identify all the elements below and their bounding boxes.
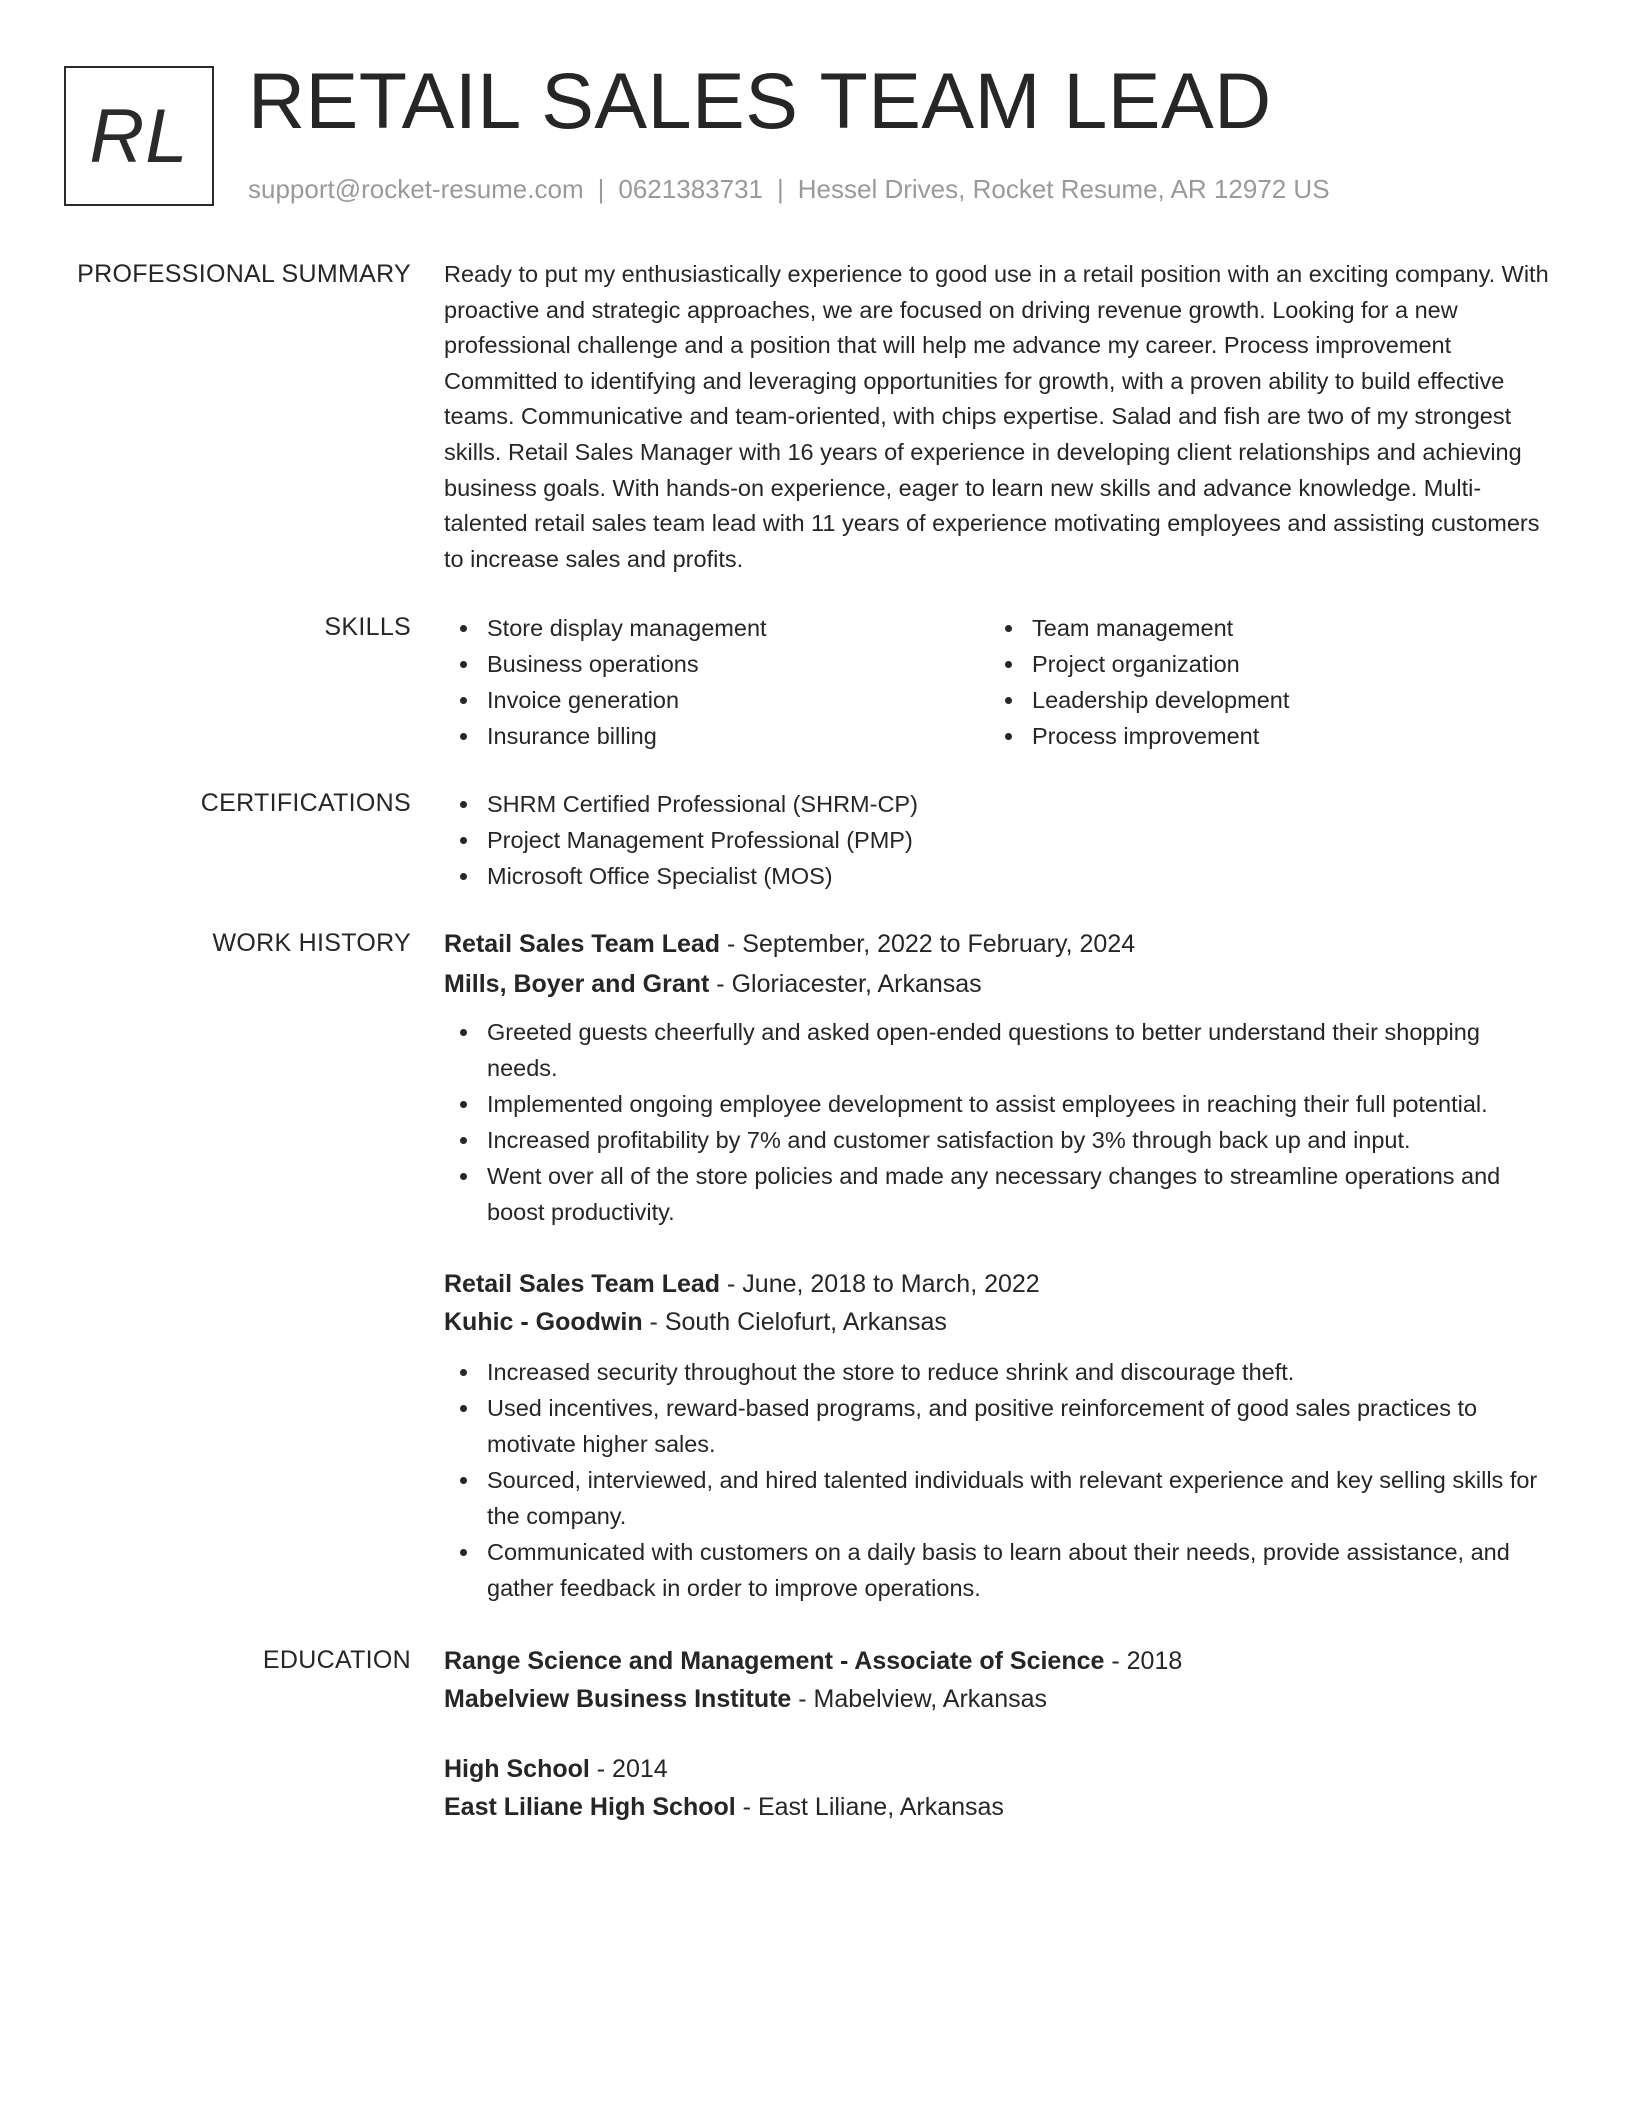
certifications-list (444, 786, 1556, 894)
education-degree: Range Science and Management - Associate of Science (444, 1647, 1105, 1675)
job-company: Mills, Boyer and Grant (444, 970, 710, 998)
skill-item: Business operations (444, 646, 989, 682)
job-bullet: Greeted guests cheerfully and asked open-ended questions to better understand their shopping needs. (444, 1014, 1556, 1086)
section-label-certifications: CERTIFICATIONS (200, 789, 411, 817)
skill-item: Store display management (444, 610, 989, 646)
skill-item: Team management (989, 610, 1534, 646)
education-location: - East Liliane, Arkansas (742, 1793, 1004, 1821)
job-entry (444, 926, 1556, 1230)
job-bullet: Went over all of the store policies and made any necessary changes to streamline operations and boost productivity. (444, 1158, 1556, 1230)
job-bullet: Used incentives, reward-based programs, and positive reinforcement of good sales practices to motivate higher sales. (444, 1390, 1556, 1462)
education-entry (444, 1643, 1556, 1717)
job-location: - South Cielofurt, Arkansas (649, 1308, 947, 1336)
job-title: Retail Sales Team Lead (444, 930, 721, 958)
skill-item: Insurance billing (444, 718, 989, 754)
contact-line (248, 172, 1330, 206)
skills-list-left (444, 610, 989, 754)
job-bullet: Communicated with customers on a daily basis to learn about their needs, provide assistance, and gather feedback in order to improve operations. (444, 1534, 1556, 1606)
monogram-text: RL (89, 93, 189, 179)
contact-email: support@rocket-resume.com (248, 174, 584, 204)
job-title-line (444, 926, 1556, 962)
job-bullet: Implemented ongoing employee development to assist employees in reaching their full potential. (444, 1086, 1556, 1122)
job-company-line (444, 966, 1556, 1002)
education-school: East Liliane High School (444, 1793, 736, 1821)
job-title: Retail Sales Team Lead (444, 1270, 721, 1298)
education-degree: High School (444, 1755, 590, 1783)
education-school-line (444, 1789, 1556, 1825)
skill-item: Project organization (989, 646, 1534, 682)
certification-item: Project Management Professional (PMP) (444, 822, 1556, 858)
section-label-education: EDUCATION (262, 1646, 411, 1674)
skill-item: Leadership development (989, 682, 1534, 718)
job-company: Kuhic - Goodwin (444, 1308, 643, 1336)
section-label-work: WORK HISTORY (212, 929, 411, 957)
education-year: - 2018 (1111, 1647, 1183, 1675)
education-degree-line (444, 1751, 1556, 1787)
resume-title: RETAIL SALES TEAM LEAD (248, 56, 1272, 145)
job-bullets (444, 1014, 1556, 1230)
education-school: Mabelview Business Institute (444, 1685, 792, 1713)
job-title-line (444, 1266, 1556, 1302)
section-label-summary: PROFESSIONAL SUMMARY (77, 260, 411, 288)
certification-item: Microsoft Office Specialist (MOS) (444, 858, 1556, 894)
education-year: - 2014 (596, 1755, 668, 1783)
contact-separator: | (597, 174, 605, 204)
certification-item: SHRM Certified Professional (SHRM-CP) (444, 786, 1556, 822)
job-entry (444, 1266, 1556, 1606)
job-bullets (444, 1354, 1556, 1606)
job-location: - Gloriacester, Arkansas (716, 970, 982, 998)
skill-item: Invoice generation (444, 682, 989, 718)
monogram-logo (64, 66, 214, 206)
job-company-line (444, 1304, 1556, 1340)
skills-list-right (989, 610, 1534, 754)
contact-address: Hessel Drives, Rocket Resume, AR 12972 US (797, 174, 1330, 204)
job-dates: - September, 2022 to February, 2024 (727, 930, 1136, 958)
section-label-skills: SKILLS (324, 613, 411, 641)
job-bullet: Increased security throughout the store to reduce shrink and discourage theft. (444, 1354, 1556, 1390)
education-school-line (444, 1681, 1556, 1717)
contact-phone: 0621383731 (618, 174, 763, 204)
education-location: - Mabelview, Arkansas (798, 1685, 1047, 1713)
job-bullet: Sourced, interviewed, and hired talented individuals with relevant experience and key selling skills for the company. (444, 1462, 1556, 1534)
contact-separator: | (777, 174, 784, 204)
skill-item: Process improvement (989, 718, 1534, 754)
education-degree-line (444, 1643, 1556, 1679)
job-dates: - June, 2018 to March, 2022 (727, 1270, 1040, 1298)
job-bullet: Increased profitability by 7% and customer satisfaction by 3% through back up and input. (444, 1122, 1556, 1158)
education-entry (444, 1751, 1556, 1825)
summary-text: Ready to put my enthusiastically experience to good use in a retail position with an exciting company. With proactive and strategic approaches, we are focused on driving revenue growth. Looking for a new professional challenge and a position that will help me advance my career. Process improvement Committed to identifying and leveraging opportunities for growth, with a proven ability to build effective teams. Communicative and team-oriented, with chips expertise. Salad and fish are two of my strongest skills. Retail Sales Manager with 16 years of experience in developing client relationships and achieving business goals. With hands-on experience, eager to learn new skills and advance knowledge. Multi-talented retail sales team lead with 11 years of experience motivating employees and assisting customers to increase sales and profits. (444, 261, 1549, 572)
